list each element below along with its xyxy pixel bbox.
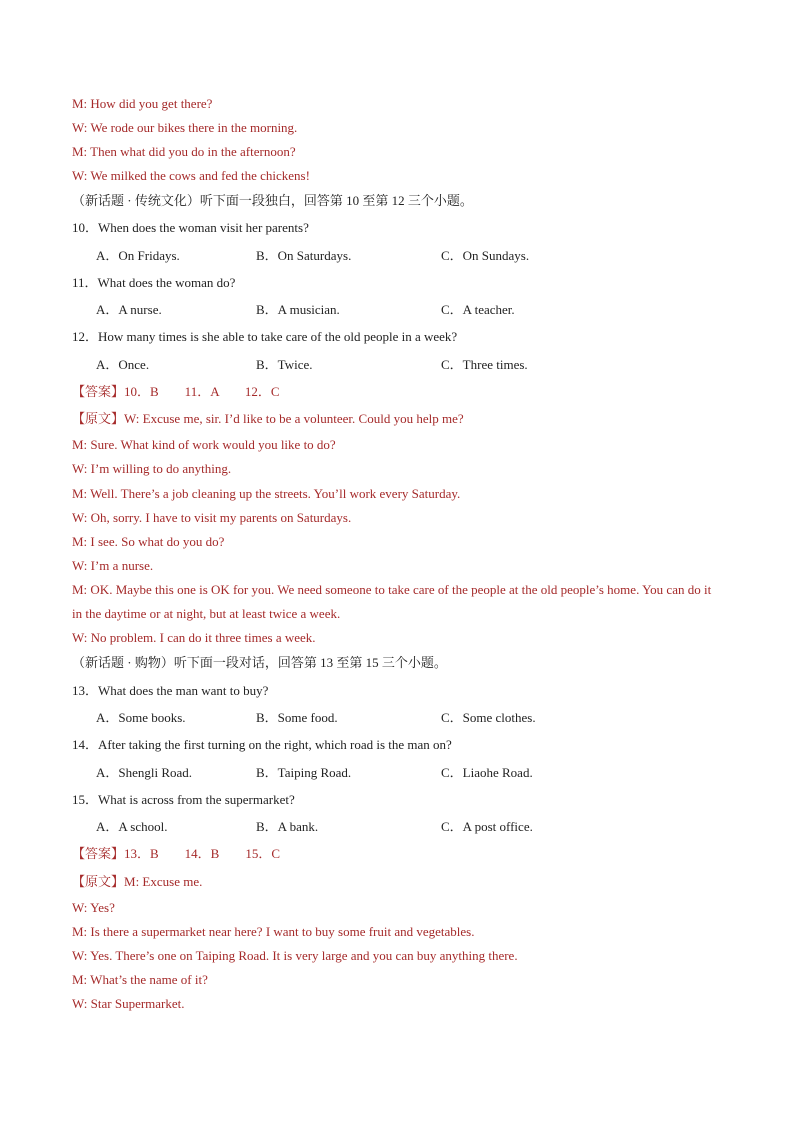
question-14 [72,737,452,753]
transcript-line: M: Sure. What kind of work would you like to do? [72,437,336,452]
question-text: When does the woman visit her parents? [98,220,309,235]
transcript-line: M: How did you get there? [72,96,213,111]
transcript-line: W: No problem. I can do it three times a week. [72,630,316,645]
question-10 [72,220,309,236]
transcript-start [72,874,202,890]
answer-label: 【答案】 [72,846,125,861]
question-number: 10． [72,220,99,235]
question-text: What is across from the supermarket? [98,792,295,807]
question-text: What does the man want to buy? [98,683,269,698]
transcript-line: W: Star Supermarket. [72,996,185,1011]
transcript-line: W: We rode our bikes there in the morning. [72,120,298,135]
transcript-line: M: Is there a supermarket near here? I want to buy some fruit and vegetables. [72,924,475,939]
option-c: C．On Sundays. [441,248,530,263]
transcript-line: W: I’m willing to do anything. [72,461,232,476]
question-number: 14． [72,737,99,752]
option-c: C．A teacher. [441,302,515,317]
transcript-line: M: I see. So what do you do? [72,534,225,549]
transcript-line: M: What’s the name of it? [72,972,208,987]
option-a: A．A nurse. [96,302,162,317]
transcript-line: M: Excuse me. [124,874,203,889]
question-text: After taking the first turning on the right, which road is the man on? [98,737,452,752]
option-a: A．Some books. [96,710,186,725]
transcript-line: W: I’m a nurse. [72,558,154,573]
option-b: B．A bank. [256,819,319,834]
transcript-line: W: We milked the cows and fed the chickens! [72,168,310,183]
option-a: A．A school. [96,819,168,834]
transcript-label: 【原文】 [72,874,125,889]
question-text: How many times is she able to take care of the old people in a week? [98,329,458,344]
question-12 [72,329,457,345]
option-c: C．Three times. [441,357,528,372]
section-intro: （新话题 · 购物）听下面一段对话，回答第 13 至第 15 三个小题。 [72,655,447,670]
question-number: 15． [72,792,99,807]
option-a: A．On Fridays. [96,248,180,263]
question-15 [72,792,295,808]
option-b: B．A musician. [256,302,340,317]
question-number: 13． [72,683,99,698]
option-b: B．Some food. [256,710,338,725]
transcript-line: W: Oh, sorry. I have to visit my parents on Saturdays. [72,510,352,525]
question-13 [72,683,268,699]
option-c: C．A post office. [441,819,533,834]
transcript-line: M: Then what did you do in the afternoon? [72,144,296,159]
question-11 [72,275,235,291]
transcript-line: M: OK. Maybe this one is OK for you. We need someone to take care of the people at the old people’s home. You can do it in the daytime or at night, but at least twice a week. [72,582,712,621]
answer-key [72,384,280,400]
transcript-start [72,411,464,427]
option-a: A．Once. [96,357,150,372]
answer-values: 10．B 11．A 12．C [124,384,280,399]
option-b: B．Twice. [256,357,313,372]
question-number: 12． [72,329,99,344]
transcript-line: W: Excuse me, sir. I’d like to be a volunteer. Could you help me? [124,411,464,426]
question-text: What does the woman do? [97,275,236,290]
answer-values: 13．B 14．B 15．C [124,846,281,861]
transcript-line: W: Yes? [72,900,115,915]
section-intro: （新话题 · 传统文化）听下面一段独白，回答第 10 至第 12 三个小题。 [72,193,473,208]
option-a: A．Shengli Road. [96,765,193,780]
transcript-label: 【原文】 [72,411,125,426]
transcript-line: W: Yes. There’s one on Taiping Road. It is very large and you can buy anything there. [72,948,518,963]
option-b: B．On Saturdays. [256,248,352,263]
answer-label: 【答案】 [72,384,125,399]
option-c: C．Some clothes. [441,710,536,725]
option-c: C．Liaohe Road. [441,765,533,780]
answer-key [72,846,280,862]
option-b: B．Taiping Road. [256,765,352,780]
question-number: 11． [72,275,98,290]
transcript-line: M: Well. There’s a job cleaning up the streets. You’ll work every Saturday. [72,486,461,501]
